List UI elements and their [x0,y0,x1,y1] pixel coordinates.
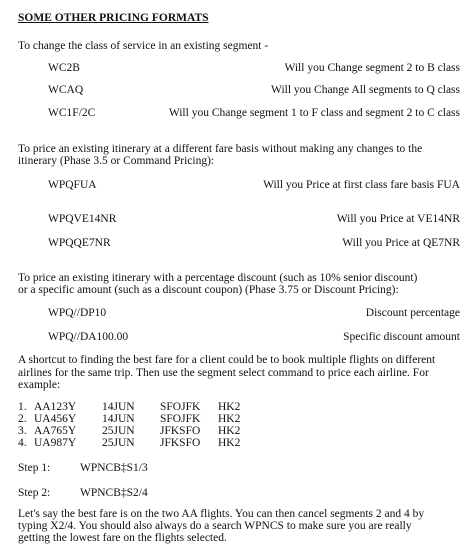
step2-command: WPNCB‡S2/4 [80,487,148,499]
segment-number: 4. [18,437,27,449]
command-wc1f-2c: WC1F/2C [48,107,96,119]
description-wpqve14nr: Will you Price at VE14NR [336,213,460,225]
segment-status: HK2 [218,437,241,449]
section3-intro-line1: To price an existing itinerary with a percentage discount (such as 10% senior discount) [18,272,418,284]
segment-city-pair: SFOJFK [160,401,201,413]
description-wc1f-2c: Will you Change segment 1 to F class and segment 2 to C class [168,107,460,119]
segment-date: 25JUN [102,437,135,449]
segment-date: 14JUN [102,401,135,413]
command-wpq-da100: WPQ//DA100.00 [48,331,129,343]
segment-number: 2. [18,413,27,425]
segment-status: HK2 [218,425,241,437]
step1-command: WPNCB‡S1/3 [80,462,148,474]
segment-date: 14JUN [102,413,135,425]
segment-date: 25JUN [102,425,135,437]
description-dp10: Discount percentage [365,307,460,319]
description-wpqqe7nr: Will you Price at QE7NR [342,237,460,249]
section2-intro-line1: To price an existing itinerary at a different fare basis without making any changes to the [18,143,423,155]
segment-flight: AA123Y [34,401,77,413]
closing-line1: Let's say the best fare is on the two AA flights. You can then cancel segments 2 and 4 by [18,508,425,520]
segment-flight: AA765Y [34,425,77,437]
description-wcaq: Will you Change All segments to Q class [271,84,460,96]
section3-intro-line2: or a specific amount (such as a discount coupon) (Phase 3.75 or Discount Pricing): [18,284,399,296]
segment-number: 3. [18,425,27,437]
section4-intro-line3: example: [18,379,61,391]
step2-label: Step 2: [18,487,51,499]
segment-flight: UA987Y [34,437,77,449]
section1-intro: To change the class of service in an existing segment - [18,40,269,52]
page-title: SOME OTHER PRICING FORMATS [18,12,209,24]
segment-number: 1. [18,401,27,413]
description-da100: Specific discount amount [343,331,460,343]
segment-status: HK2 [218,413,241,425]
closing-line3: getting the lowest fare on the flights selected. [18,532,227,544]
segment-city-pair: SFOJFK [160,413,201,425]
segment-city-pair: JFKSFO [160,437,201,449]
command-wpqve14nr: WPQVE14NR [48,213,117,225]
section4-intro-line1: A shortcut to finding the best fare for a client could be to book multiple flights on different [18,354,436,366]
command-wpq-dp10: WPQ//DP10 [48,307,107,319]
command-wpqqe7nr: WPQQE7NR [48,237,111,249]
description-wpqfua: Will you Price at first class fare basis FUA [263,179,460,191]
section4-intro-line2: airlines for the same trip. Then use the segment select command to price each airline. For [18,367,429,379]
description-wc2b: Will you Change segment 2 to B class [284,62,460,74]
section2-intro-line2: itinerary (Phase 3.5 or Command Pricing): [18,155,215,167]
segment-city-pair: JFKSFO [160,425,201,437]
command-wcaq: WCAQ [48,84,84,96]
segment-status: HK2 [218,401,241,413]
command-wpqfua: WPQFUA [48,179,97,191]
command-wc2b: WC2B [48,62,80,74]
segment-flight: UA456Y [34,413,77,425]
step1-label: Step 1: [18,462,51,474]
closing-line2: typing X2/4. You should also always do a search WPNCS to make sure you are really [18,520,412,532]
